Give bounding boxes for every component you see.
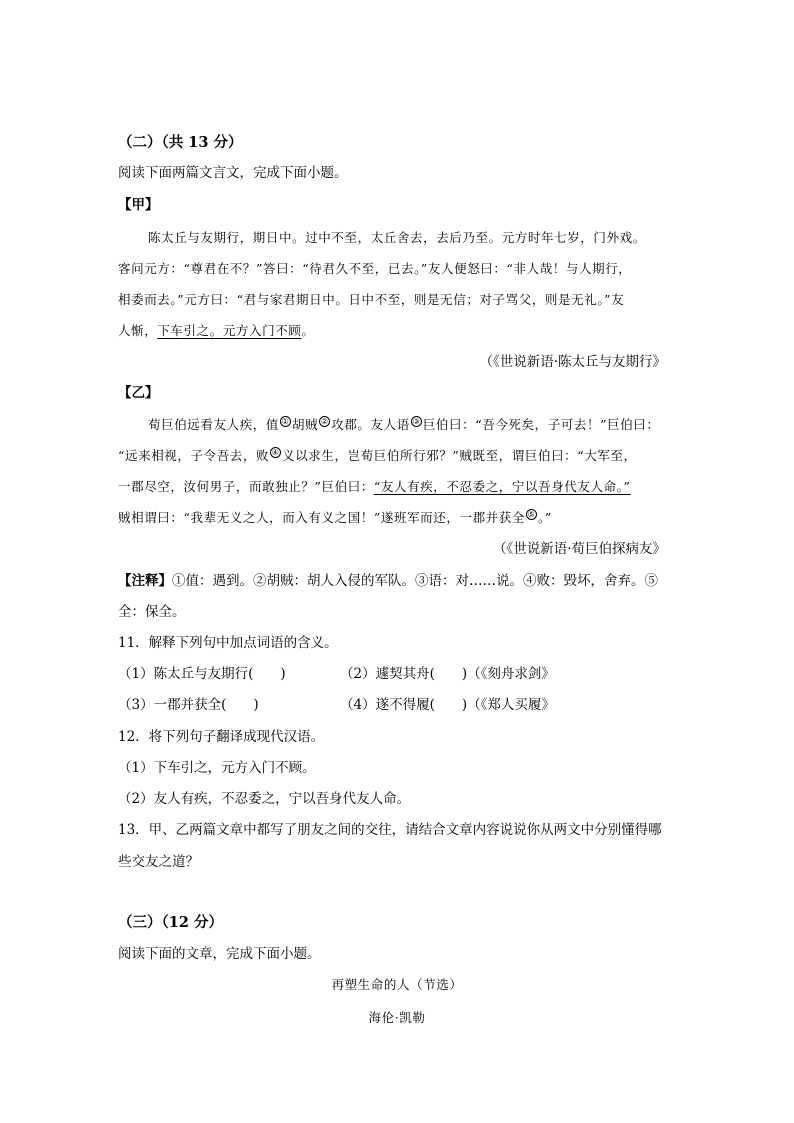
underlined-sentence: 下车引之。元方入门不顾	[157, 323, 302, 338]
section-2-title: （二）（共 13 分）	[118, 134, 243, 151]
question-11-item-4: （4）遂不得履( )（《郑人买履》	[340, 697, 555, 713]
passage-jia-line: 陈太丘与友期行，期日中。过中不至，太丘舍去，去后乃至。元方时年七岁，门外戏。	[148, 230, 646, 245]
question-11-item-2: （2）遽契其舟( )（《刻舟求剑》	[340, 666, 555, 682]
text-run: “远来相视，子令吾去，败	[118, 448, 270, 463]
note-marker: ①	[281, 417, 290, 426]
article-title: 再塑生命的人（节选）	[331, 977, 463, 992]
text-run: 胡贼	[292, 417, 319, 432]
section-2-intro: 阅读下面两篇文言文，完成下面小题。	[118, 165, 348, 181]
question-11-item-1: （1）陈太丘与友期行( )	[118, 666, 286, 682]
passage-jia-line: 客问元方：“尊君在不？”答曰：“待君久不至，已去。”友人便怒曰：“非人哉！与人期行，	[118, 261, 632, 276]
passage-yi-line	[118, 478, 631, 496]
text-run: 。”	[537, 510, 552, 525]
text-run: 。	[301, 323, 315, 338]
passage-jia-line	[118, 322, 315, 340]
passage-yi-line	[118, 509, 552, 527]
text-run: 贼相谓曰：“我辈无义之人，而入有义之国！”遂班军而还，一郡并获全	[118, 510, 525, 525]
text-run: 攻郡。友人语	[331, 417, 410, 432]
underlined-sentence: “友人有疾，不忍委之，宁以吾身代友人命。”	[373, 479, 631, 494]
question-11-item-3: （3）一郡并获全( )	[118, 697, 259, 713]
note-marker: ④	[271, 448, 280, 457]
text-run: 人惭，	[118, 323, 158, 338]
notes-text: ①值：遇到。②胡贼：胡人入侵的军队。③语：对……说。④败：毁坏，舍弃。⑤	[172, 573, 658, 589]
section-3-intro: 阅读下面的文章，完成下面小题。	[118, 946, 321, 962]
passage-yi-line	[148, 416, 660, 434]
question-13-stem-continued: 些交友之道？	[118, 854, 199, 870]
article-author: 海伦·凯勒	[368, 1010, 426, 1025]
notes-label: 【注释】	[118, 573, 172, 589]
question-12-item-1: （1）下车引之，元方入门不顾。	[118, 760, 316, 776]
text-run: 一郡尽空，汝何男子，而敢独止？”巨伯曰：	[118, 479, 374, 494]
question-13-stem: 13．甲、乙两篇文章中都写了朋友之间的交往，请结合文章内容说说你从两文中分别懂得哪	[118, 822, 662, 838]
text-run: 巨伯曰：“吾今死矣，子可去！”巨伯曰：	[422, 417, 660, 432]
text-run: 荀巨伯远看友人疾，值	[148, 417, 280, 432]
note-marker: ②	[320, 417, 329, 426]
question-12-stem: 12．将下列句子翻译成现代汉语。	[118, 729, 325, 745]
notes-continued: 全：保全。	[118, 604, 186, 620]
question-11-stem: 11．解释下列句中加点词语的含义。	[118, 635, 338, 651]
passage-yi-header: 【乙】	[118, 385, 159, 401]
section-3-title: （三）（12 分）	[118, 914, 223, 931]
passage-yi-line	[118, 447, 637, 465]
passage-yi-source: （《世说新语·荀巨伯探病友》	[492, 541, 666, 557]
passage-jia-header: 【甲】	[118, 197, 159, 213]
passage-jia-line: 相委而去。”元方曰：“君与家君期日中。日中不至，则是无信；对子骂父，则是无礼。”友	[118, 292, 625, 307]
note-marker: ⑤	[527, 510, 536, 519]
passage-jia-source: （《世说新语·陈太丘与友期行》	[479, 354, 666, 370]
note-marker: ③	[412, 417, 421, 426]
notes	[118, 572, 658, 590]
question-12-item-2: （2）友人有疾，不忍委之，宁以吾身代友人命。	[118, 791, 411, 807]
text-run: 义以求生，岂荀巨伯所行邪？”贼既至，谓巨伯曰：“大军至，	[282, 448, 637, 463]
